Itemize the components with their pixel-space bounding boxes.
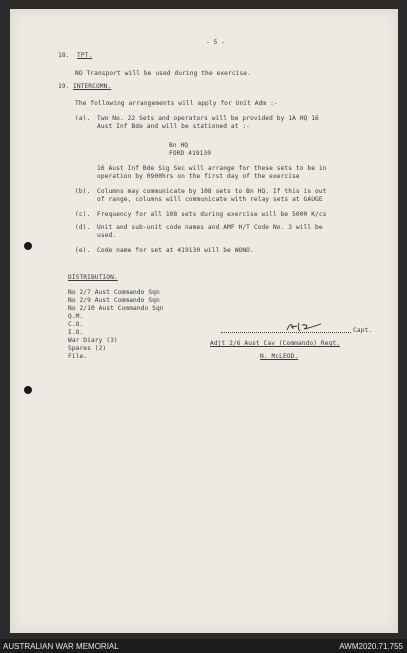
item-line: of range, columns will communicate with relay sets at GAUGE xyxy=(97,196,323,203)
section-19-number: 19. xyxy=(58,83,70,90)
archive-footer xyxy=(0,639,407,653)
distribution-line: War Diary (3) xyxy=(68,337,118,344)
section-19-heading: INTERCOMN. xyxy=(73,83,112,90)
footer-institution: AUSTRALIAN WAR MEMORIAL xyxy=(3,642,119,651)
signature-name: N. McLEOD. xyxy=(260,353,299,360)
item-label: (c). xyxy=(75,211,91,218)
section-19-intro: The following arrangements will apply for Unit Adm :- xyxy=(75,100,278,107)
signature-line xyxy=(221,332,351,333)
section-18-heading: TPT. xyxy=(77,52,93,59)
distribution-line: I.O. xyxy=(68,329,84,336)
item-label: (b). xyxy=(75,188,91,195)
location-line: FORD 419130 xyxy=(169,150,212,157)
signature-rank: Capt. xyxy=(353,327,373,334)
section-18-text: NO Transport will be used during the exercise. xyxy=(75,70,251,77)
item-line: Aust Inf Bde and will be stationed at :- xyxy=(97,123,251,130)
distribution-line: File. xyxy=(68,353,88,360)
item-line: Unit and sub-unit code names and AMF H/T Code No. 3 will be xyxy=(97,224,323,231)
distribution-line: No 2/7 Aust Commando Sqn xyxy=(68,289,160,296)
punch-hole xyxy=(24,386,32,394)
document-page xyxy=(10,9,398,633)
item-line: Columns may communicate by 108 sets to Bn HQ. If this is out xyxy=(97,188,327,195)
page-marker: - 5 - xyxy=(206,39,226,46)
item-line: used. xyxy=(97,232,117,239)
item-line: Two No. 22 Sets and operators will be provided by 1A HQ 16 xyxy=(97,115,319,122)
distribution-line: Q.M. xyxy=(68,313,84,320)
distribution-line: C.O. xyxy=(68,321,84,328)
item-line: operation by 0900hrs on the first day of the exercise xyxy=(97,173,300,180)
distribution-heading: DISTRIBUTION. xyxy=(68,274,118,281)
footer-accession-number: AWM2020.71.755 xyxy=(339,642,403,651)
signature-title: Adjt 2/6 Aust Cav (Commando) Regt. xyxy=(210,340,341,347)
item-label: (e). xyxy=(75,247,91,254)
item-line: 16 Aust Inf Bde Sig Sec will arrange for these sets to be in xyxy=(97,165,327,172)
distribution-line: No 2/9 Aust Commando Sqn xyxy=(68,297,160,304)
item-label: (a). xyxy=(75,115,91,122)
item-label: (d). xyxy=(75,224,91,231)
punch-hole xyxy=(24,242,32,250)
item-line: Code name for set at 419130 will be WONO. xyxy=(97,247,254,254)
section-18-number: 18. xyxy=(58,52,70,59)
location-line: Bn HQ xyxy=(169,142,189,149)
distribution-line: Spares (2) xyxy=(68,345,107,352)
item-line: Frequency for all 108 sets during exercise will be 5000 K/cs xyxy=(97,211,327,218)
distribution-line: No 2/10 Aust Commando Sqn xyxy=(68,305,164,312)
